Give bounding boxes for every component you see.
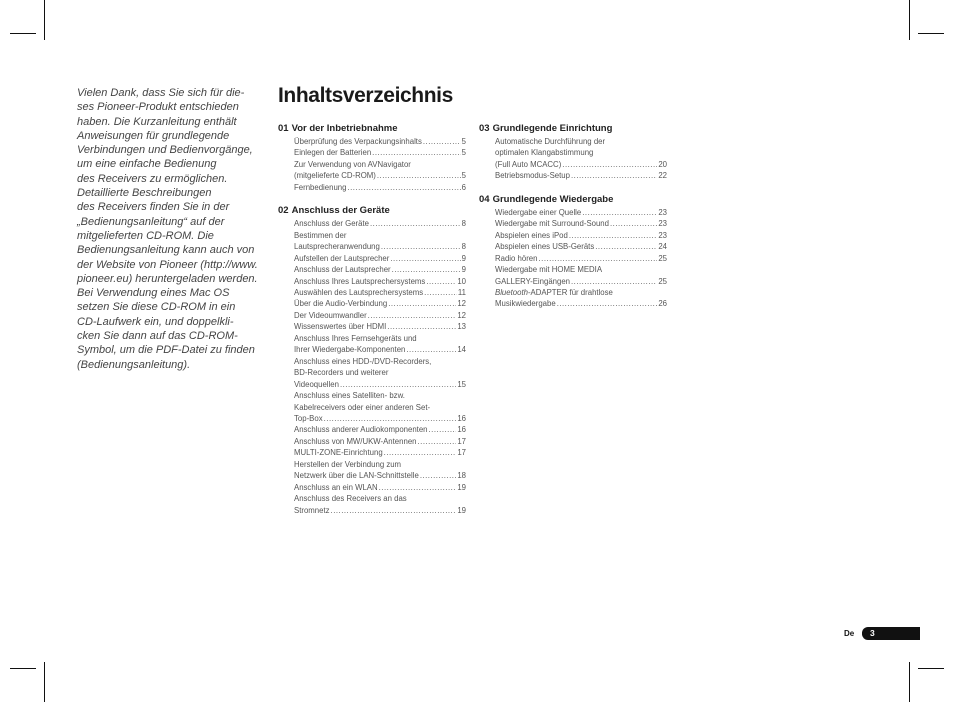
intro-line: Vielen Dank, dass Sie sich für die-: [77, 87, 245, 99]
intro-text: [77, 86, 269, 372]
entry-row: [294, 218, 466, 229]
entry-page: 13: [457, 322, 466, 332]
entry-page: 15: [457, 379, 466, 389]
intro-line: Verbindungen und Bedienvorgänge,: [77, 144, 253, 157]
entry-page: 25: [658, 276, 667, 286]
intro-line: setzen Sie diese CD-ROM in ein: [77, 301, 236, 314]
toc-entry: [278, 276, 466, 287]
crop-mark: [918, 668, 944, 669]
dot-leader: [324, 413, 457, 424]
dot-leader: [406, 344, 456, 355]
entry-row: [495, 159, 667, 170]
entry-line: [495, 287, 667, 298]
toc-section: [278, 122, 466, 193]
dot-leader: [426, 276, 456, 287]
section-heading: [479, 193, 667, 206]
intro-line: Anweisungen für grundlegende: [77, 129, 230, 142]
toc-entry: [479, 218, 667, 229]
toc-entry: [479, 136, 667, 170]
entry-title: Abspielen eines USB-Geräts: [495, 242, 595, 252]
toc-entry: [278, 182, 466, 193]
dot-leader: [379, 482, 457, 493]
entry-page: 9: [461, 253, 466, 263]
toc-entry: [278, 447, 466, 458]
intro-line: der Website von Pioneer (http://www.: [77, 258, 258, 271]
dot-leader: [347, 182, 460, 193]
intro-line: haben. Die Kurzanleitung enthält: [77, 115, 237, 128]
page-number: 3: [870, 628, 875, 638]
crop-mark: [10, 33, 36, 34]
entry-title: Videoquellen: [294, 379, 339, 389]
entry-row: [294, 413, 466, 424]
toc-section: [278, 204, 466, 516]
entry-title: Wiedergabe mit Surround-Sound: [495, 219, 609, 229]
entry-title: Abspielen eines iPod: [495, 230, 568, 240]
intro-line: Symbol, um die PDF-Datei zu finden: [77, 344, 255, 357]
entry-row: [294, 276, 466, 287]
intro-line: Detaillierte Beschreibungen: [77, 187, 212, 200]
dot-leader: [370, 218, 461, 229]
dot-leader: [571, 170, 657, 181]
entry-row: [294, 379, 466, 390]
intro-line: cken Sie dann auf das CD-ROM-: [77, 330, 238, 343]
section-heading: [278, 204, 466, 217]
crop-mark: [44, 0, 45, 40]
dot-leader: [610, 218, 657, 229]
entry-row: [495, 241, 667, 252]
dot-leader: [418, 436, 457, 447]
dot-leader: [571, 276, 657, 287]
entry-title: Aufstellen der Lautsprecher: [294, 253, 390, 263]
entry-page: 16: [457, 425, 466, 435]
intro-line: mitgelieferten CD-ROM. Die: [77, 229, 214, 242]
toc-entry: [278, 493, 466, 516]
dot-leader: [423, 136, 461, 147]
entry-page: 14: [457, 345, 466, 355]
entry-page: 20: [658, 159, 667, 169]
toc-entry: [278, 230, 466, 253]
intro-line: „Bedienungsanleitung“ auf der: [77, 215, 225, 228]
entry-line: Anschluss Ihres Fernsehgeräts und: [294, 333, 417, 343]
toc-entry: [278, 264, 466, 275]
toc-entry: [479, 264, 667, 287]
entry-title: Wiedergabe einer Quelle: [495, 207, 582, 217]
entry-page: 8: [461, 242, 466, 252]
entry-page: 12: [457, 299, 466, 309]
page-title: Inhaltsverzeichnis: [278, 84, 453, 107]
entry-title: Auswählen des Lautsprechersystems: [294, 287, 424, 297]
entry-page: 23: [658, 219, 667, 229]
crop-mark: [10, 668, 36, 669]
entry-row: [294, 147, 466, 158]
entry-row: [294, 136, 466, 147]
entry-line: Zur Verwendung von AVNavigator: [294, 159, 411, 169]
dot-leader: [420, 470, 457, 481]
dot-leader: [569, 230, 657, 241]
entry-page: 19: [457, 482, 466, 492]
toc-entry: [278, 333, 466, 356]
toc-entry: [479, 170, 667, 181]
dot-leader: [381, 241, 461, 252]
entry-title: Anschluss von MW/UKW-Antennen: [294, 436, 417, 446]
entry-row: [294, 447, 466, 458]
intro-line: um eine einfache Bedienung: [77, 158, 217, 171]
entry-row: [294, 505, 466, 516]
dot-leader: [538, 253, 657, 264]
section-number: 02: [278, 205, 289, 217]
entry-line: Bestimmen der: [294, 230, 347, 240]
section-title: Vor der Inbetriebnahme: [291, 123, 398, 134]
entry-title: (mitgelieferte CD-ROM): [294, 171, 376, 181]
entry-row: [294, 344, 466, 355]
dot-leader: [384, 447, 457, 458]
toc-entry: [278, 253, 466, 264]
toc-entry: [479, 241, 667, 252]
toc-entry: [278, 356, 466, 390]
entry-row: [294, 321, 466, 332]
dot-leader: [424, 287, 457, 298]
entry-row: [495, 218, 667, 229]
entry-page: 10: [457, 276, 466, 286]
entry-row: [294, 287, 466, 298]
entry-row: [294, 264, 466, 275]
entry-title: Radio hören: [495, 253, 538, 263]
dot-leader: [392, 264, 461, 275]
dot-leader: [429, 424, 457, 435]
entry-line: Anschluss eines Satelliten- bzw.: [294, 391, 405, 401]
entry-row: [495, 298, 667, 309]
dot-leader: [557, 298, 658, 309]
entry-title: Über die Audio-Verbindung: [294, 299, 388, 309]
crop-mark: [909, 662, 910, 702]
section-heading: [479, 122, 667, 135]
entry-page: 16: [457, 413, 466, 423]
toc-entry: [278, 321, 466, 332]
entry-line: Kabelreceivers oder einer anderen Set-: [294, 402, 431, 412]
intro-line: des Receivers finden Sie in der: [77, 201, 230, 214]
entry-line: BD-Recorders und weiterer: [294, 368, 389, 378]
entry-row: [294, 470, 466, 481]
toc-entry: [278, 159, 466, 182]
entry-title: GALLERY-Eingängen: [495, 276, 570, 286]
dot-leader: [595, 241, 657, 252]
toc-entry: [278, 218, 466, 229]
section-title: Grundlegende Einrichtung: [492, 123, 613, 134]
entry-title: Musikwiedergabe: [495, 299, 556, 309]
entry-page: 6: [461, 182, 466, 192]
toc-entry: [479, 230, 667, 241]
toc-entry: [278, 482, 466, 493]
entry-title: (Full Auto MCACC): [495, 159, 562, 169]
section-number: 03: [479, 123, 490, 134]
toc-entry: [479, 207, 667, 218]
section-number: 04: [479, 193, 490, 205]
intro-line: ses Pioneer-Produkt entschieden: [77, 101, 239, 114]
entry-page: 23: [658, 207, 667, 217]
intro-line: CD-Laufwerk ein, und doppelkli-: [77, 315, 234, 328]
dot-leader: [562, 159, 657, 170]
dot-leader: [377, 170, 461, 181]
dot-leader: [340, 379, 456, 390]
entry-page: 9: [461, 265, 466, 275]
entry-title: Überprüfung des Verpackungsinhalts: [294, 137, 422, 146]
dot-leader: [372, 147, 461, 158]
entry-page: 22: [658, 171, 667, 181]
entry-page: 17: [457, 448, 466, 458]
entry-row: [495, 276, 667, 287]
entry-row: [495, 170, 667, 181]
dot-leader: [390, 253, 460, 264]
toc-entry: [278, 424, 466, 435]
entry-row: [294, 424, 466, 435]
entry-row: [294, 298, 466, 309]
entry-line: Anschluss eines HDD-/DVD-Recorders,: [294, 356, 432, 366]
toc-entry: [278, 287, 466, 298]
language-code: De: [844, 629, 855, 638]
entry-title: Anschluss der Geräte: [294, 219, 369, 229]
toc-entry: [479, 253, 667, 264]
section-title: Anschluss der Geräte: [291, 205, 390, 217]
entry-page: 23: [658, 230, 667, 240]
entry-title: Ihrer Wiedergabe-Komponenten: [294, 345, 406, 355]
entry-title: Anschluss anderer Audiokomponenten: [294, 425, 428, 435]
toc-entry: [278, 136, 466, 147]
dot-leader: [368, 310, 457, 321]
toc-entry: [479, 287, 667, 310]
entry-title: Wissenswertes über HDMI: [294, 322, 387, 332]
entry-title: Anschluss der Lautsprecher: [294, 265, 391, 275]
entry-title: Netzwerk über die LAN-Schnittstelle: [294, 471, 419, 481]
crop-mark: [909, 0, 910, 40]
entry-title: Lautsprecheranwendung: [294, 242, 380, 252]
entry-row: [294, 170, 466, 181]
entry-row: [294, 310, 466, 321]
section-title: Grundlegende Wiedergabe: [492, 193, 614, 205]
entry-row: [495, 207, 667, 218]
dot-leader: [387, 321, 456, 332]
toc-entry: [278, 459, 466, 482]
entry-title: Fernbedienung: [294, 182, 347, 192]
toc-section: [479, 193, 667, 310]
toc-column-1: [278, 122, 466, 527]
entry-page: 18: [457, 471, 466, 481]
entry-italic-text: Bluetooth: [495, 287, 528, 297]
crop-mark: [44, 662, 45, 702]
entry-page: 11: [457, 287, 466, 297]
dot-leader: [331, 505, 457, 516]
entry-line: Wiedergabe mit HOME MEDIA: [495, 265, 603, 275]
toc-entry: [278, 147, 466, 158]
entry-page: 5: [461, 171, 466, 181]
entry-line: Automatische Durchführung der: [495, 137, 606, 146]
section-heading: [278, 122, 466, 135]
entry-page: 5: [461, 137, 466, 146]
dot-leader: [582, 207, 657, 218]
toc-entry: [278, 390, 466, 424]
intro-line: Bedienungsanleitung kann auch von: [77, 244, 255, 257]
entry-title: Betriebsmodus-Setup: [495, 171, 570, 181]
entry-line: Anschluss des Receivers an das: [294, 494, 407, 504]
entry-page: 26: [658, 299, 667, 309]
entry-row: [294, 182, 466, 193]
entry-row: [294, 482, 466, 493]
entry-page: 25: [658, 253, 667, 263]
dot-leader: [388, 298, 456, 309]
entry-title: Einlegen der Batterien: [294, 148, 372, 158]
entry-line-text: -ADAPTER für drahtlose: [527, 287, 613, 297]
entry-page: 17: [457, 436, 466, 446]
crop-mark: [918, 33, 944, 34]
entry-line: optimalen Klangabstimmung: [495, 148, 594, 158]
toc-entry: [278, 436, 466, 447]
entry-row: [294, 436, 466, 447]
entry-row: [294, 241, 466, 252]
section-number: 01: [278, 123, 289, 134]
entry-page: 19: [457, 505, 466, 515]
entry-line: Herstellen der Verbindung zum: [294, 459, 402, 469]
intro-line: (Bedienungsanleitung).: [77, 358, 191, 371]
entry-title: Top-Box: [294, 413, 323, 423]
entry-row: [294, 253, 466, 264]
entry-page: 24: [658, 242, 667, 252]
intro-line: des Receivers zu ermöglichen.: [77, 172, 228, 185]
entry-title: Anschluss Ihres Lautsprechersystems: [294, 276, 426, 286]
entry-row: [495, 230, 667, 241]
toc-entry: [278, 298, 466, 309]
toc-section: [479, 122, 667, 182]
toc-entry: [278, 310, 466, 321]
entry-title: Stromnetz: [294, 505, 330, 515]
entry-page: 8: [461, 219, 466, 229]
intro-line: pioneer.eu) heruntergeladen werden.: [77, 272, 258, 285]
entry-page: 5: [461, 148, 466, 158]
entry-title: Der Videoumwandler: [294, 310, 367, 320]
entry-title: Anschluss an ein WLAN: [294, 482, 378, 492]
entry-title: MULTI-ZONE-Einrichtung: [294, 448, 383, 458]
intro-line: Bei Verwendung eines Mac OS: [77, 287, 230, 300]
entry-row: [495, 253, 667, 264]
toc-column-2: [479, 122, 667, 321]
entry-page: 12: [457, 310, 466, 320]
